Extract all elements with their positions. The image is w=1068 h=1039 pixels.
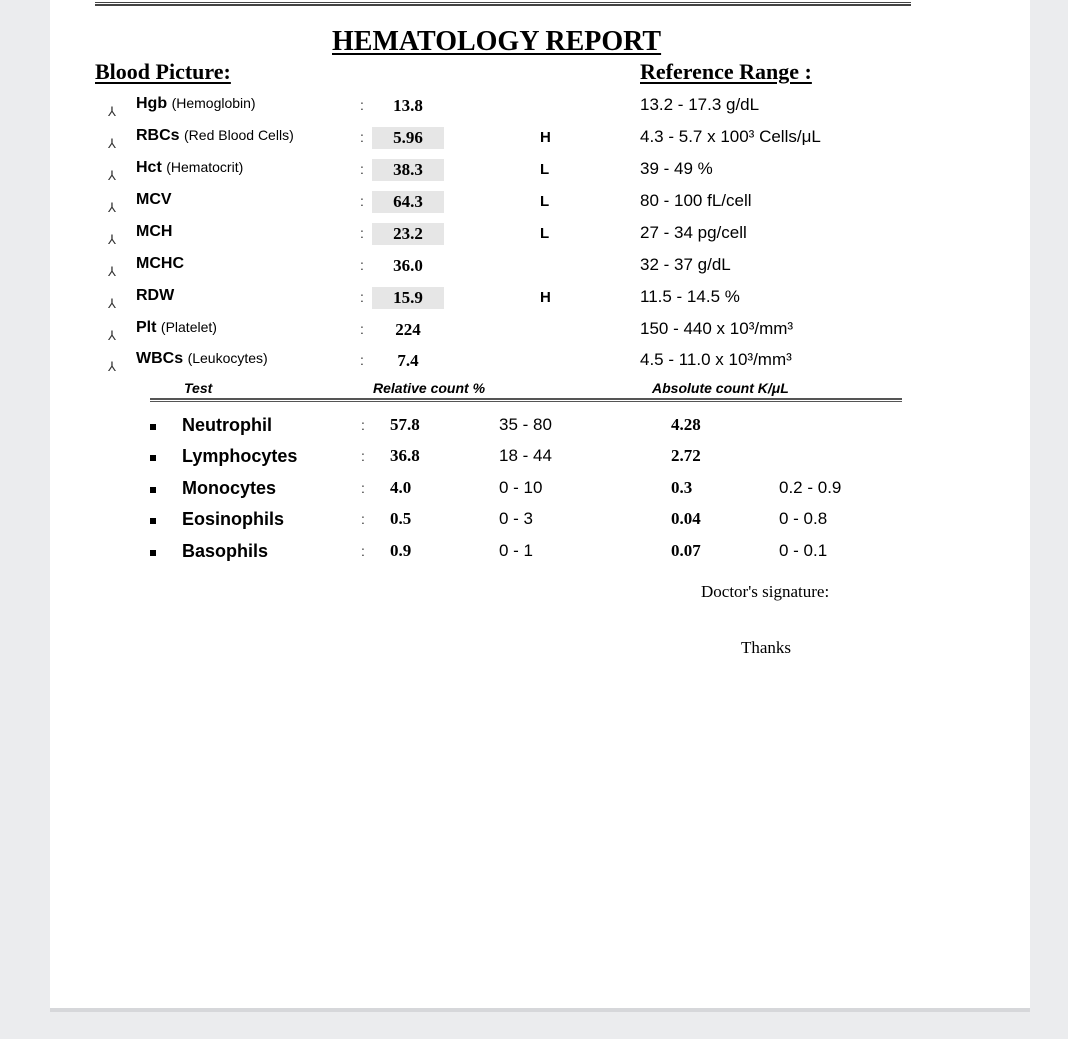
test-value: 224 (395, 320, 421, 339)
test-name (136, 223, 172, 241)
test-name (136, 127, 294, 145)
colon-separator: : (361, 448, 365, 464)
colon-separator: : (360, 97, 364, 113)
colon-separator: : (360, 193, 364, 209)
test-name (136, 319, 217, 337)
test-value: 13.8 (393, 96, 423, 115)
reference-range: 27 - 34 pg/cell (640, 223, 747, 242)
reference-range: 11.5 - 14.5 % (640, 287, 740, 306)
reference-range: 13.2 - 17.3 g/dL (640, 95, 760, 114)
test-name (136, 287, 174, 305)
square-bullet-icon (150, 455, 156, 461)
col-header-relative: Relative count % (373, 380, 486, 396)
test-value: 15.9 (372, 287, 444, 309)
relative-range: 0 - 3 (499, 509, 534, 528)
absolute-count: 0.3 (671, 478, 693, 497)
colon-separator: : (361, 480, 365, 496)
relative-count: 36.8 (390, 446, 420, 465)
relative-range: 18 - 44 (499, 446, 552, 465)
colon-separator: : (360, 257, 364, 273)
differential-name: Neutrophil (182, 415, 272, 435)
flag-low: L (540, 193, 550, 210)
colon-separator: : (360, 289, 364, 305)
flag-high: H (540, 129, 551, 146)
test-value: 5.96 (372, 127, 444, 149)
reference-range: 4.3 - 5.7 x 100³ Cells/μL (640, 127, 821, 146)
bullet-icon: ⅄ (108, 359, 116, 374)
reference-range: 4.5 - 11.0 x 10³/mm³ (640, 350, 792, 369)
colon-separator: : (360, 225, 364, 241)
test-value: 36.0 (393, 256, 423, 275)
absolute-range: 0.2 - 0.9 (779, 478, 842, 497)
flag-low: L (540, 225, 550, 242)
colon-separator: : (360, 321, 364, 337)
test-name (136, 255, 184, 273)
absolute-range: 0 - 0.1 (779, 541, 828, 560)
colon-separator: : (361, 511, 365, 527)
absolute-range: 0 - 0.8 (779, 509, 828, 528)
test-value: 38.3 (372, 159, 444, 181)
test-fullname: (Red Blood Cells) (184, 127, 294, 143)
bullet-icon: ⅄ (108, 264, 116, 279)
test-fullname: (Hemoglobin) (171, 95, 256, 111)
test-name (136, 159, 243, 177)
differential-name: Monocytes (182, 478, 277, 498)
closing-text: Thanks (741, 638, 792, 657)
test-abbr: RDW (136, 287, 175, 304)
test-fullname: (Leukocytes) (187, 350, 268, 366)
bullet-icon: ⅄ (108, 296, 116, 311)
test-name (136, 350, 268, 368)
section-heading: Blood Picture: (95, 59, 231, 84)
colon-separator: : (361, 543, 365, 559)
report-page (50, 0, 1030, 1008)
square-bullet-icon (150, 518, 156, 524)
test-abbr: RBCs (136, 127, 180, 144)
bullet-icon: ⅄ (108, 104, 116, 119)
relative-count: 4.0 (390, 478, 412, 497)
test-name (136, 191, 172, 209)
absolute-count: 2.72 (671, 446, 701, 465)
relative-range: 35 - 80 (499, 415, 552, 434)
bullet-icon: ⅄ (108, 136, 116, 151)
test-value: 23.2 (372, 223, 444, 245)
square-bullet-icon (150, 424, 156, 430)
test-abbr: MCV (136, 191, 172, 208)
bullet-icon: ⅄ (108, 328, 116, 343)
bullet-icon: ⅄ (108, 232, 116, 247)
absolute-count: 0.07 (671, 541, 701, 560)
flag-high: H (540, 289, 551, 306)
relative-range: 0 - 10 (499, 478, 543, 497)
test-abbr: Hgb (136, 95, 168, 112)
test-fullname: (Hematocrit) (166, 159, 244, 175)
page-bottom-edge (50, 1008, 1030, 1012)
top-divider (95, 2, 911, 6)
bullet-icon: ⅄ (108, 200, 116, 215)
reference-heading: Reference Range : (640, 59, 812, 84)
absolute-count: 0.04 (671, 509, 701, 528)
bullet-icon: ⅄ (108, 168, 116, 183)
colon-separator: : (361, 417, 365, 433)
relative-count: 57.8 (390, 415, 420, 434)
relative-count: 0.9 (390, 541, 412, 560)
reference-range: 80 - 100 fL/cell (640, 191, 752, 210)
test-value: 7.4 (397, 351, 419, 370)
square-bullet-icon (150, 487, 156, 493)
doctor-signature-label: Doctor's signature: (701, 582, 830, 601)
col-header-test: Test (184, 380, 213, 396)
differential-divider (150, 398, 902, 402)
test-value: 64.3 (372, 191, 444, 213)
differential-name: Lymphocytes (182, 446, 298, 466)
differential-name: Basophils (182, 541, 269, 561)
col-header-absolute: Absolute count K/μL (652, 380, 789, 396)
colon-separator: : (360, 352, 364, 368)
test-abbr: MCHC (136, 255, 184, 272)
reference-range: 39 - 49 % (640, 159, 713, 178)
relative-count: 0.5 (390, 509, 412, 528)
test-name (136, 95, 256, 113)
relative-range: 0 - 1 (499, 541, 534, 560)
flag-low: L (540, 161, 550, 178)
test-abbr: Hct (136, 159, 162, 176)
square-bullet-icon (150, 550, 156, 556)
colon-separator: : (360, 161, 364, 177)
colon-separator: : (360, 129, 364, 145)
test-abbr: MCH (136, 223, 173, 240)
test-abbr: WBCs (136, 350, 184, 367)
test-abbr: Plt (136, 319, 157, 336)
report-title: HEMATOLOGY REPORT (332, 26, 662, 57)
differential-name: Eosinophils (182, 509, 285, 529)
reference-range: 150 - 440 x 10³/mm³ (640, 319, 794, 338)
test-fullname: (Platelet) (160, 319, 217, 335)
reference-range: 32 - 37 g/dL (640, 255, 731, 274)
absolute-count: 4.28 (671, 415, 701, 434)
